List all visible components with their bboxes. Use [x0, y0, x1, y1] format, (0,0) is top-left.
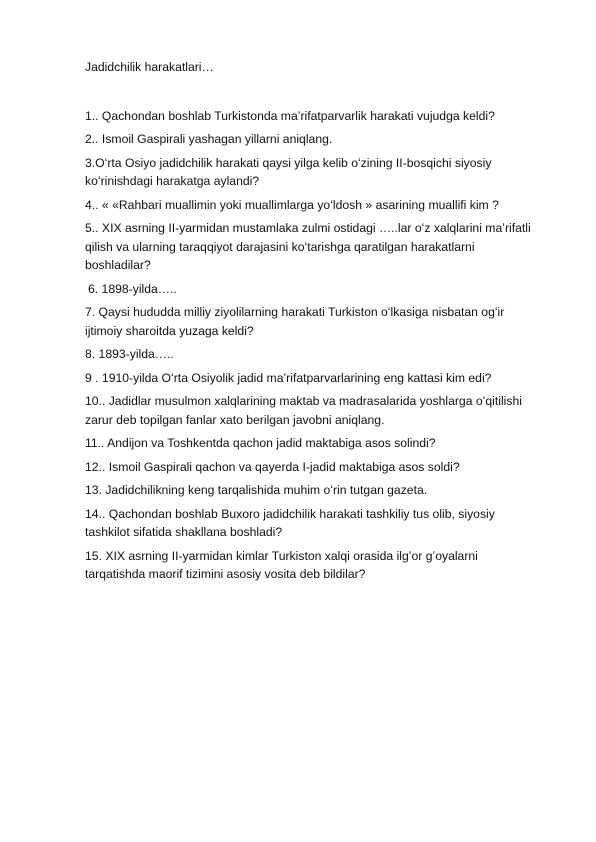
question-12: 12.. Ismoil Gaspirali qachon va qayerda I-jadid maktabiga asos soldi? — [85, 459, 460, 474]
question-10: 10.. Jadidlar musulmon xalqlarining maktab va madrasalarida yoshlarga oʻqitilishi zarur deb topilgan fanlar xato berilgan javobni aniqlang. — [85, 394, 522, 427]
question-8: 8. 1893-yilda….. — [85, 347, 174, 361]
question-4: 4.. « «Rahbari muallimin yoki muallimlarga yoʻldosh » asarining muallifi kim ? — [85, 197, 499, 212]
question-9: 9 . 1910-yilda Oʻrta Osiyolik jadid maʼrifatparvarlarining eng kattasi kim edi? — [85, 370, 492, 385]
question-2: 2.. Ismoil Gaspirali yashagan yillarni aniqlang. — [85, 132, 333, 146]
question-7: 7. Qaysi hududda milliy ziyolilarning harakati Turkiston oʻlkasiga nisbatan ogʻir ijtimoiy sharoitda yuzaga keldi? — [85, 305, 505, 338]
question-1: 1.. Qachondan boshlab Turkistonda maʼrifatparvarlik harakati vujudga keldi? — [85, 108, 495, 123]
question-11: 11.. Andijon va Toshkentda qachon jadid maktabiga asos solindi? — [85, 436, 436, 450]
question-6: 6. 1898-yilda….. — [88, 281, 177, 296]
document-title: Jadidchilik harakatlari… — [85, 60, 214, 74]
question-14: 14.. Qachondan boshlab Buxoro jadidchilik harakati tashkiliy tus olib, siyosiy tashkilot sifatida shakllana boshladi? — [85, 506, 495, 539]
question-15: 15. XIX asrning II-yarmidan kimlar Turkiston xalqi orasida ilgʼor gʼoyalarni tarqatishda maorif tizimini asosiy vosita deb bildilar? — [85, 548, 478, 581]
question-5: 5.. XIX asrning II-yarmidan mustamlaka zulmi ostidagi …..lar oʻz xalqlarini maʼrifatli qilish va ularning taraqqiyot darajasini koʻtarishga qaratilgan harakatlarni boshladilar? — [85, 221, 531, 272]
document-body — [85, 58, 535, 589]
question-3: 3.Oʻrta Osiyo jadidchilik harakati qaysi yilga kelib oʻzining II-bosqichi siyosiy koʻrinishdagi harakatga aylandi? — [85, 155, 492, 188]
question-13: 13. Jadidchilikning keng tarqalishida muhim oʻrin tutgan gazeta. — [85, 483, 428, 497]
